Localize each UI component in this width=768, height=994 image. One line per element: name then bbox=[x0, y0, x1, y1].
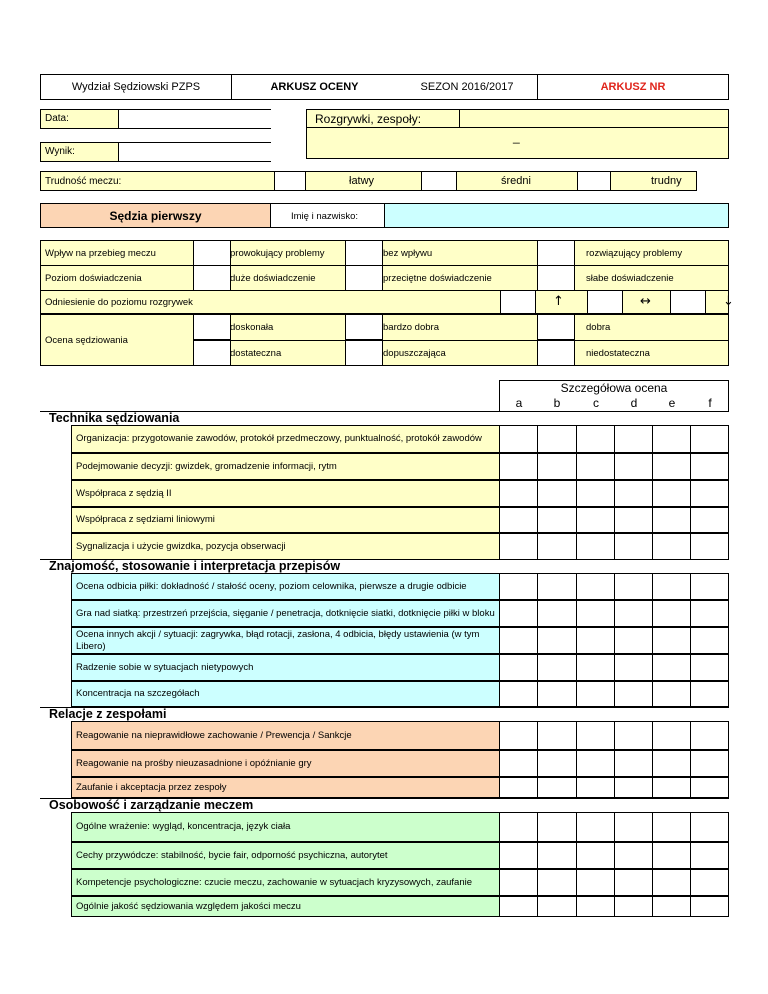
score-cell-d[interactable] bbox=[614, 681, 653, 707]
score-cell-a[interactable] bbox=[499, 573, 538, 600]
games-label: Rozgrywki, zespoły: bbox=[315, 112, 422, 126]
score-cell-d[interactable] bbox=[614, 869, 653, 896]
score-cell-e[interactable] bbox=[652, 573, 691, 600]
level-checkbox[interactable] bbox=[587, 290, 623, 314]
rating-divider bbox=[193, 340, 728, 341]
date-field[interactable] bbox=[118, 110, 271, 128]
option-2-label: bez wpływu bbox=[383, 248, 433, 259]
criterion-label: Ocena odbicia piłki: dokładność / stałość oceny, poziom celownika, pierwsze a drugie odbicie bbox=[71, 573, 500, 600]
header-bar bbox=[40, 74, 729, 100]
score-cell-b[interactable] bbox=[537, 480, 577, 507]
rating-block bbox=[40, 314, 729, 366]
score-cell-e[interactable] bbox=[652, 896, 691, 917]
criterion-label: Koncentracja na szczegółach bbox=[71, 681, 500, 707]
score-cell-a[interactable] bbox=[499, 600, 538, 627]
score-cell-c[interactable] bbox=[576, 777, 615, 798]
column-header-d: d bbox=[630, 396, 638, 410]
score-cell-c[interactable] bbox=[576, 425, 615, 453]
score-cell-b[interactable] bbox=[537, 812, 577, 842]
score-cell-d[interactable] bbox=[614, 750, 653, 777]
score-cell-e[interactable] bbox=[652, 507, 691, 533]
score-cell-b[interactable] bbox=[537, 869, 577, 896]
score-cell-e[interactable] bbox=[652, 842, 691, 869]
score-cell-d[interactable] bbox=[614, 896, 653, 917]
sheet-title: ARKUSZ OCENY bbox=[270, 81, 359, 93]
score-cell-f[interactable] bbox=[690, 507, 729, 533]
score-cell-c[interactable] bbox=[576, 507, 615, 533]
score-cell-d[interactable] bbox=[614, 573, 653, 600]
detailed-title: Szczegółowa ocena bbox=[560, 381, 668, 395]
dept-label: Wydział Sędziowski PZPS bbox=[71, 81, 201, 93]
score-cell-f[interactable] bbox=[690, 812, 729, 842]
difficulty-medium: średni bbox=[501, 175, 531, 187]
score-cell-a[interactable] bbox=[499, 533, 538, 560]
score-cell-a[interactable] bbox=[499, 681, 538, 707]
result-field[interactable] bbox=[118, 143, 271, 161]
score-cell-e[interactable] bbox=[652, 777, 691, 798]
score-cell-e[interactable] bbox=[652, 654, 691, 681]
score-cell-f[interactable] bbox=[690, 777, 729, 798]
score-cell-e[interactable] bbox=[652, 425, 691, 453]
section-header bbox=[40, 707, 729, 721]
level-checkbox[interactable] bbox=[670, 290, 706, 314]
score-cell-a[interactable] bbox=[499, 453, 538, 480]
score-cell-b[interactable] bbox=[537, 533, 577, 560]
option-1-checkbox[interactable] bbox=[193, 265, 231, 291]
score-cell-c[interactable] bbox=[576, 812, 615, 842]
result-block bbox=[40, 142, 271, 162]
section-header bbox=[40, 798, 729, 812]
games-dash: _ bbox=[513, 130, 520, 144]
score-cell-b[interactable] bbox=[537, 681, 577, 707]
general-row-label: Poziom doświadczenia bbox=[45, 273, 142, 284]
score-cell-f[interactable] bbox=[690, 453, 729, 480]
score-cell-d[interactable] bbox=[614, 842, 653, 869]
rating-option: bardzo dobra bbox=[383, 322, 439, 333]
rating-option: niedostateczna bbox=[586, 348, 650, 359]
score-cell-b[interactable] bbox=[537, 842, 577, 869]
score-cell-d[interactable] bbox=[614, 533, 653, 560]
score-cell-a[interactable] bbox=[499, 425, 538, 453]
rating-checkbox[interactable] bbox=[345, 314, 383, 340]
date-label: Data: bbox=[45, 113, 69, 124]
score-cell-f[interactable] bbox=[690, 627, 729, 654]
score-cell-b[interactable] bbox=[537, 896, 577, 917]
score-cell-c[interactable] bbox=[576, 573, 615, 600]
difficulty-row bbox=[40, 171, 697, 191]
criterion-label: Sygnalizacja i użycie gwizdka, pozycja obserwacji bbox=[71, 533, 500, 560]
rating-checkbox[interactable] bbox=[193, 340, 231, 366]
difficulty-label: Trudność meczu: bbox=[45, 176, 122, 187]
score-cell-c[interactable] bbox=[576, 681, 615, 707]
rating-checkbox[interactable] bbox=[345, 340, 383, 366]
general-row-label: Wpływ na przebieg meczu bbox=[45, 248, 156, 259]
score-cell-a[interactable] bbox=[499, 842, 538, 869]
rating-label: Ocena sędziowania bbox=[45, 335, 128, 346]
arrow-left-right-icon: ↔ bbox=[640, 294, 651, 309]
column-header-b: b bbox=[553, 396, 561, 410]
score-cell-b[interactable] bbox=[537, 453, 577, 480]
score-cell-c[interactable] bbox=[576, 842, 615, 869]
score-cell-f[interactable] bbox=[690, 533, 729, 560]
criterion-label: Podejmowanie decyzji: gwizdek, gromadzenie informacji, rytm bbox=[71, 453, 500, 480]
date-block bbox=[40, 109, 271, 129]
score-cell-d[interactable] bbox=[614, 721, 653, 750]
score-cell-a[interactable] bbox=[499, 812, 538, 842]
option-1-label: prowokujący problemy bbox=[230, 248, 325, 259]
score-cell-b[interactable] bbox=[537, 600, 577, 627]
rating-checkbox[interactable] bbox=[537, 314, 575, 340]
score-cell-c[interactable] bbox=[576, 600, 615, 627]
score-cell-d[interactable] bbox=[614, 812, 653, 842]
score-cell-b[interactable] bbox=[537, 750, 577, 777]
level-checkbox[interactable] bbox=[500, 290, 536, 314]
score-cell-f[interactable] bbox=[690, 721, 729, 750]
column-header-f: f bbox=[708, 396, 712, 410]
option-1-checkbox[interactable] bbox=[193, 240, 231, 266]
section-header bbox=[40, 559, 729, 573]
score-cell-f[interactable] bbox=[690, 681, 729, 707]
score-cell-c[interactable] bbox=[576, 869, 615, 896]
score-cell-f[interactable] bbox=[690, 573, 729, 600]
rating-option: dobra bbox=[586, 322, 611, 333]
score-cell-d[interactable] bbox=[614, 507, 653, 533]
criterion-label: Ogólne wrażenie: wygląd, koncentracja, język ciała bbox=[71, 812, 500, 842]
score-cell-c[interactable] bbox=[576, 480, 615, 507]
level-row bbox=[40, 290, 734, 314]
column-header-c: c bbox=[593, 396, 599, 410]
rating-option: dostateczna bbox=[230, 348, 282, 359]
score-cell-f[interactable] bbox=[690, 600, 729, 627]
option-3-checkbox[interactable] bbox=[537, 240, 575, 266]
detailed-header bbox=[499, 380, 729, 412]
score-cell-c[interactable] bbox=[576, 721, 615, 750]
difficulty-medium-box[interactable] bbox=[421, 171, 457, 191]
criterion-label: Ogólnie jakość sędziowania względem jakości meczu bbox=[71, 896, 500, 917]
score-cell-b[interactable] bbox=[537, 721, 577, 750]
criterion-label: Współpraca z sędziami liniowymi bbox=[71, 507, 500, 533]
score-cell-f[interactable] bbox=[690, 425, 729, 453]
column-header-a: a bbox=[515, 396, 523, 410]
score-cell-f[interactable] bbox=[690, 654, 729, 681]
arrow-down-icon: ↓ bbox=[723, 294, 734, 309]
score-cell-d[interactable] bbox=[614, 627, 653, 654]
difficulty-hard-box[interactable] bbox=[577, 171, 611, 191]
criterion-label: Ocena innych akcji / sytuacji: zagrywka, błąd rotacji, zasłona, 4 odbicia, błędy ustawienia (w tym Libero) bbox=[71, 627, 500, 654]
score-cell-f[interactable] bbox=[690, 896, 729, 917]
score-cell-e[interactable] bbox=[652, 453, 691, 480]
score-cell-d[interactable] bbox=[614, 425, 653, 453]
games-block bbox=[306, 109, 729, 159]
score-cell-a[interactable] bbox=[499, 896, 538, 917]
score-cell-a[interactable] bbox=[499, 750, 538, 777]
score-cell-e[interactable] bbox=[652, 750, 691, 777]
option-1-label: duże doświadczenie bbox=[230, 273, 316, 284]
option-2-checkbox[interactable] bbox=[345, 265, 383, 291]
score-cell-b[interactable] bbox=[537, 654, 577, 681]
section-title: Technika sędziowania bbox=[49, 411, 180, 425]
score-cell-c[interactable] bbox=[576, 896, 615, 917]
score-cell-a[interactable] bbox=[499, 777, 538, 798]
sheet-number-label: ARKUSZ NR bbox=[600, 81, 666, 93]
difficulty-easy: łatwy bbox=[349, 175, 375, 187]
criterion-label: Organizacja: przygotowanie zawodów, protokół przedmeczowy, punktualność, protokół zawodów bbox=[71, 425, 500, 453]
section-title: Relacje z zespołami bbox=[49, 707, 167, 721]
season-label: SEZON 2016/2017 bbox=[420, 81, 514, 93]
score-cell-d[interactable] bbox=[614, 777, 653, 798]
score-cell-e[interactable] bbox=[652, 480, 691, 507]
score-cell-e[interactable] bbox=[652, 812, 691, 842]
score-cell-e[interactable] bbox=[652, 600, 691, 627]
rating-checkbox[interactable] bbox=[193, 314, 231, 340]
score-cell-a[interactable] bbox=[499, 721, 538, 750]
option-3-label: słabe doświadczenie bbox=[586, 273, 674, 284]
games-field[interactable] bbox=[460, 110, 728, 127]
score-cell-d[interactable] bbox=[614, 480, 653, 507]
option-3-label: rozwiązujący problemy bbox=[586, 248, 683, 259]
referee-title-box bbox=[40, 203, 271, 228]
referee-name-label-box bbox=[270, 203, 385, 228]
score-cell-d[interactable] bbox=[614, 600, 653, 627]
referee-name-field[interactable] bbox=[384, 203, 729, 228]
column-header-e: e bbox=[668, 396, 676, 410]
option-2-checkbox[interactable] bbox=[345, 240, 383, 266]
rating-option: doskonała bbox=[230, 322, 274, 333]
score-cell-e[interactable] bbox=[652, 533, 691, 560]
score-cell-e[interactable] bbox=[652, 721, 691, 750]
score-cell-b[interactable] bbox=[537, 507, 577, 533]
score-cell-a[interactable] bbox=[499, 654, 538, 681]
score-cell-f[interactable] bbox=[690, 480, 729, 507]
referee-title: Sędzia pierwszy bbox=[109, 209, 202, 223]
criterion-label: Gra nad siatką: przestrzeń przejścia, sięganie / penetracja, dotknięcie siatki, dotknięcie piłki w bloku bbox=[71, 600, 500, 627]
section-title: Osobowość i zarządzanie meczem bbox=[49, 798, 254, 812]
criterion-label: Reagowanie na nieprawidłowe zachowanie / Prewencja / Sankcje bbox=[71, 721, 500, 750]
score-cell-c[interactable] bbox=[576, 654, 615, 681]
score-cell-f[interactable] bbox=[690, 842, 729, 869]
score-cell-a[interactable] bbox=[499, 869, 538, 896]
score-cell-b[interactable] bbox=[537, 627, 577, 654]
score-cell-e[interactable] bbox=[652, 627, 691, 654]
score-cell-a[interactable] bbox=[499, 480, 538, 507]
option-3-checkbox[interactable] bbox=[537, 265, 575, 291]
score-cell-d[interactable] bbox=[614, 654, 653, 681]
rating-checkbox[interactable] bbox=[537, 340, 575, 366]
score-cell-b[interactable] bbox=[537, 425, 577, 453]
difficulty-hard: trudny bbox=[651, 175, 682, 187]
score-cell-a[interactable] bbox=[499, 627, 538, 654]
section-header bbox=[40, 411, 729, 425]
criterion-label: Zaufanie i akceptacja przez zespoły bbox=[71, 777, 500, 798]
result-label: Wynik: bbox=[45, 146, 75, 157]
score-cell-b[interactable] bbox=[537, 573, 577, 600]
criterion-label: Reagowanie na prośby nieuzasadnione i opóźnianie gry bbox=[71, 750, 500, 777]
rating-option: dopuszczająca bbox=[383, 348, 446, 359]
score-cell-c[interactable] bbox=[576, 533, 615, 560]
score-cell-e[interactable] bbox=[652, 681, 691, 707]
criterion-label: Kompetencje psychologiczne: czucie meczu, zachowanie w sytuacjach kryzysowych, zaufanie bbox=[71, 869, 500, 896]
referee-name-label: Imię i nazwisko: bbox=[291, 211, 359, 222]
general-row bbox=[40, 265, 729, 291]
score-cell-a[interactable] bbox=[499, 507, 538, 533]
difficulty-easy-box[interactable] bbox=[274, 171, 306, 191]
criterion-label: Radzenie sobie w sytuacjach nietypowych bbox=[71, 654, 500, 681]
score-cell-f[interactable] bbox=[690, 750, 729, 777]
criterion-label: Współpraca z sędzią II bbox=[71, 480, 500, 507]
score-cell-c[interactable] bbox=[576, 453, 615, 480]
general-row bbox=[40, 240, 729, 266]
score-cell-d[interactable] bbox=[614, 453, 653, 480]
score-cell-b[interactable] bbox=[537, 777, 577, 798]
score-cell-f[interactable] bbox=[690, 869, 729, 896]
arrow-up-icon: ↑ bbox=[553, 294, 564, 309]
level-label: Odniesienie do poziomu rozgrywek bbox=[45, 297, 193, 308]
score-cell-e[interactable] bbox=[652, 869, 691, 896]
option-2-label: przeciętne doświadczenie bbox=[383, 273, 492, 284]
section-title: Znajomość, stosowanie i interpretacja przepisów bbox=[49, 559, 341, 573]
score-cell-c[interactable] bbox=[576, 627, 615, 654]
criterion-label: Cechy przywódcze: stabilność, bycie fair, odporność psychiczna, autorytet bbox=[71, 842, 500, 869]
score-cell-c[interactable] bbox=[576, 750, 615, 777]
